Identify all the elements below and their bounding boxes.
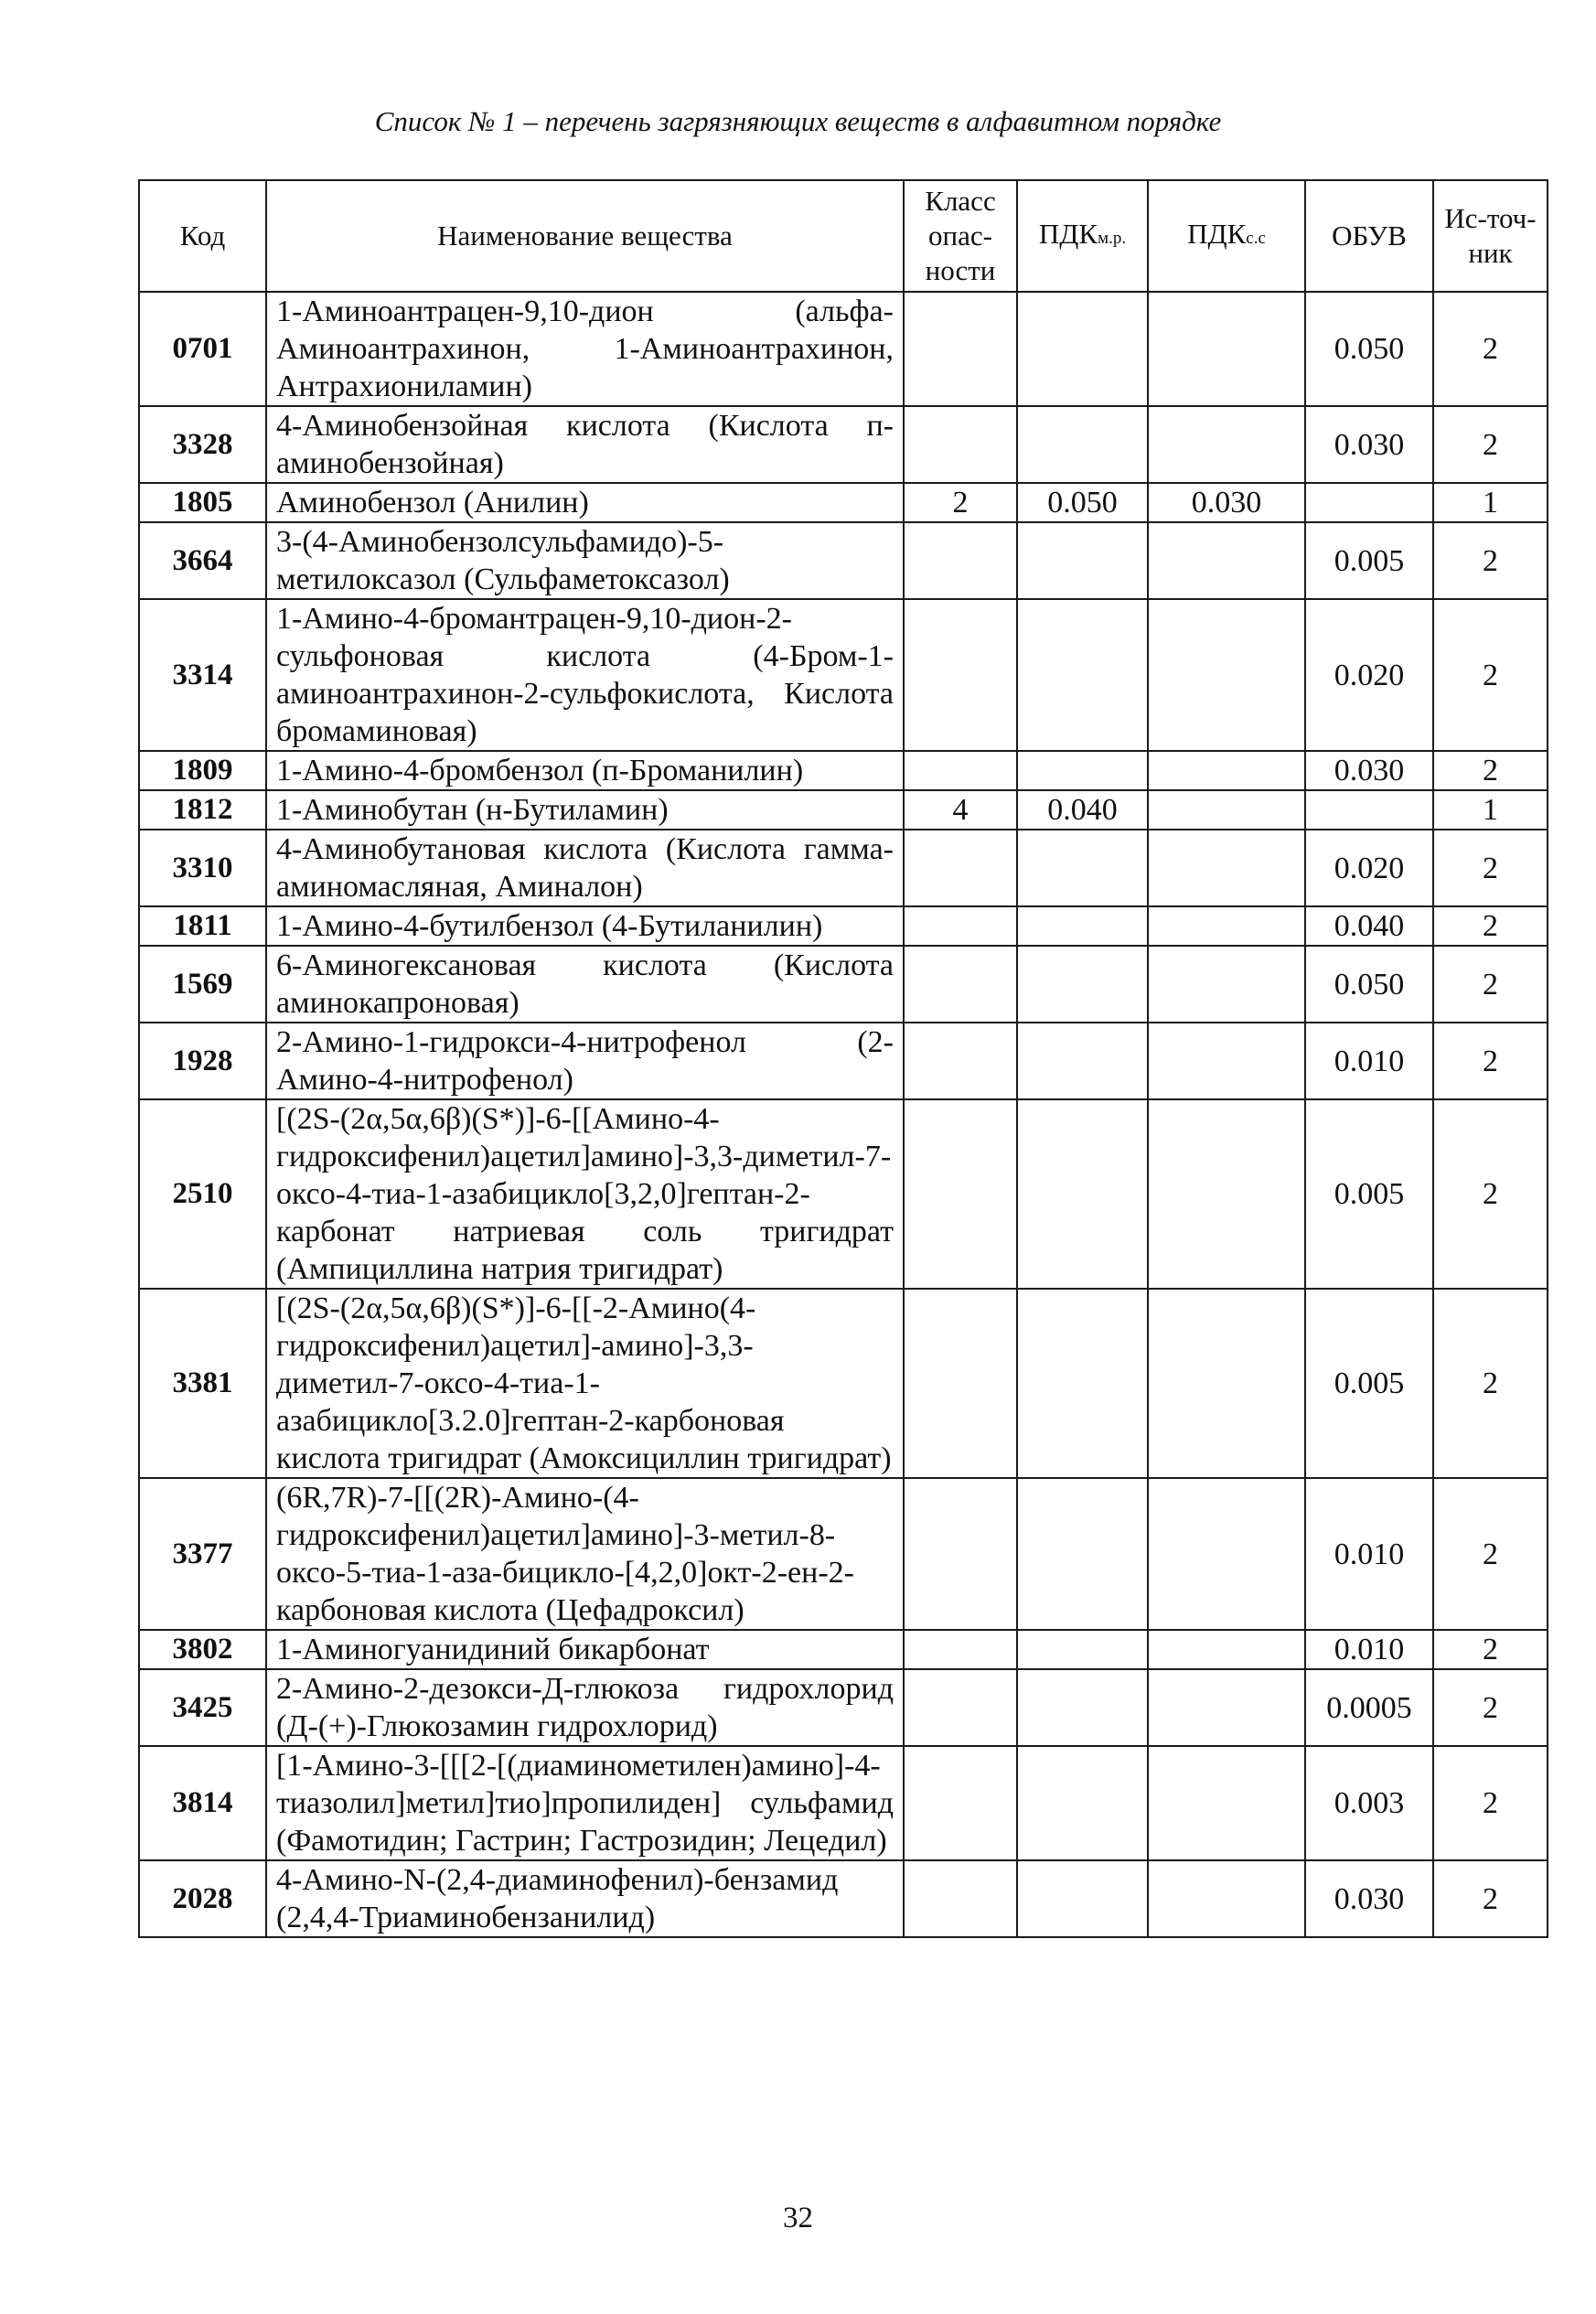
table-row [139,599,1548,751]
cell-code: 1812 [139,790,266,830]
cell-pdk-ss [1148,522,1305,599]
cell-name: 2-Амино-2-дезокси-Д-глюкоза гидрохлорид (Д-(+)-Глюкозамин гидрохлорид) [266,1669,904,1746]
cell-name: 6-Аминогексановая кислота (Кислота аминокапроновая) [266,946,904,1023]
table-row [139,1630,1548,1669]
cell-pdk-ss [1148,906,1305,946]
cell-code: 1805 [139,483,266,522]
cell-hazard-class [904,1630,1017,1669]
cell-hazard-class [904,906,1017,946]
table-row [139,790,1548,830]
cell-name: 1-Амино-4-бромбензол (п-Броманилин) [266,751,904,790]
cell-code: 0701 [139,292,266,406]
cell-source: 2 [1433,1630,1548,1669]
cell-pdk-mr [1017,1099,1148,1289]
cell-source: 2 [1433,1099,1548,1289]
cell-name: 1-Амино-4-бутилбензол (4-Бутиланилин) [266,906,904,946]
cell-pdk-ss [1148,406,1305,483]
cell-pdk-ss [1148,946,1305,1023]
cell-hazard-class [904,599,1017,751]
cell-pdk-mr [1017,1023,1148,1099]
cell-pdk-ss [1148,751,1305,790]
table-row [139,1860,1548,1937]
cell-source: 2 [1433,946,1548,1023]
cell-source: 2 [1433,599,1548,751]
page-number: 32 [783,2202,813,2234]
table-row [139,406,1548,483]
cell-code: 3425 [139,1669,266,1746]
cell-source: 2 [1433,751,1548,790]
cell-pdk-mr [1017,522,1148,599]
cell-name: [1-Амино-3-[[[2-[(диаминометилен)амино]-4-тиазолил]метил]тио]пропилиден] сульфамид (Фамотидин; Гастрин; Гастрозидин; Лецедил) [266,1746,904,1860]
cell-obuv: 0.005 [1305,1099,1433,1289]
table-row [139,522,1548,599]
cell-pdk-mr [1017,1289,1148,1478]
cell-hazard-class: 4 [904,790,1017,830]
cell-name: 3-(4-Аминобензолсульфамидо)-5-метилоксазол (Сульфаметоксазол) [266,522,904,599]
cell-source: 1 [1433,790,1548,830]
cell-hazard-class [904,1023,1017,1099]
header-source: Ис-точ-ник [1433,180,1548,292]
header-pdk-ss-label: ПДК [1187,217,1247,250]
substances-table [138,179,1548,1938]
header-pdk-mr-label: ПДК [1038,217,1098,250]
cell-source: 2 [1433,522,1548,599]
cell-code: 3314 [139,599,266,751]
cell-obuv: 0.030 [1305,751,1433,790]
page-title: Список № 1 – перечень загрязняющих веществ в алфавитном порядке [374,105,1222,137]
cell-pdk-mr [1017,1860,1148,1937]
table-row [139,1669,1548,1746]
cell-source: 2 [1433,1860,1548,1937]
cell-obuv: 0.030 [1305,1860,1433,1937]
cell-hazard-class: 2 [904,483,1017,522]
cell-obuv: 0.050 [1305,292,1433,406]
cell-pdk-ss [1148,292,1305,406]
cell-code: 2510 [139,1099,266,1289]
cell-name: Аминобензол (Анилин) [266,483,904,522]
cell-name: 1-Аминобутан (н-Бутиламин) [266,790,904,830]
cell-pdk-mr: 0.050 [1017,483,1148,522]
cell-name: [(2S-(2α,5α,6β)(S*)]-6-[[-2-Амино(4-гидроксифенил)ацетил]-амино]-3,3-диметил-7-оксо-4-тиа-1-азабицикло[3.2.0]гептан-2-карбоновая кислота тригидрат (Амоксициллин тригидрат) [266,1289,904,1478]
cell-source: 2 [1433,906,1548,946]
table-body [139,292,1548,1937]
cell-code: 3664 [139,522,266,599]
cell-pdk-ss [1148,1860,1305,1937]
cell-pdk-mr [1017,1746,1148,1860]
table-row [139,292,1548,406]
cell-pdk-ss [1148,1099,1305,1289]
table-row [139,751,1548,790]
cell-pdk-mr [1017,406,1148,483]
cell-pdk-mr [1017,906,1148,946]
cell-name: (6R,7R)-7-[[(2R)-Амино-(4-гидроксифенил)ацетил]амино]-3-метил-8-оксо-5-тиа-1-аза-бицикло-[4,2,0]окт-2-ен-2-карбоновая кислота (Цефадроксил) [266,1478,904,1630]
table-row [139,1478,1548,1630]
cell-name: 4-Аминобутановая кислота (Кислота гамма-аминомасляная, Аминалон) [266,830,904,906]
cell-obuv: 0.020 [1305,599,1433,751]
cell-code: 1809 [139,751,266,790]
cell-obuv: 0.003 [1305,1746,1433,1860]
table-row [139,830,1548,906]
header-pdk-ss-index: с.с [1246,228,1266,248]
cell-pdk-mr [1017,1478,1148,1630]
cell-hazard-class [904,1478,1017,1630]
cell-pdk-mr [1017,599,1148,751]
cell-obuv: 0.005 [1305,1289,1433,1478]
cell-code: 1569 [139,946,266,1023]
cell-obuv: 0.010 [1305,1630,1433,1669]
header-pdk-ss [1148,180,1305,292]
cell-code: 3377 [139,1478,266,1630]
header-name: Наименование вещества [266,180,904,292]
cell-hazard-class [904,1860,1017,1937]
cell-obuv: 0.030 [1305,406,1433,483]
cell-obuv: 0.050 [1305,946,1433,1023]
cell-hazard-class [904,1099,1017,1289]
cell-pdk-mr: 0.040 [1017,790,1148,830]
cell-source: 2 [1433,406,1548,483]
cell-source: 2 [1433,1669,1548,1746]
table-row [139,1099,1548,1289]
cell-source: 2 [1433,830,1548,906]
cell-name: 4-Аминобензойная кислота (Кислота п-аминобензойная) [266,406,904,483]
cell-code: 3328 [139,406,266,483]
table-header-row [139,180,1548,292]
cell-obuv: 0.005 [1305,522,1433,599]
cell-code: 1811 [139,906,266,946]
header-pdk-mr [1017,180,1148,292]
cell-code: 3802 [139,1630,266,1669]
cell-pdk-mr [1017,830,1148,906]
cell-name: 2-Амино-1-гидрокси-4-нитрофенол (2-Амино-4-нитрофенол) [266,1023,904,1099]
cell-pdk-mr [1017,292,1148,406]
cell-pdk-mr [1017,1630,1148,1669]
table-row [139,483,1548,522]
cell-name: 4-Амино-N-(2,4-диаминофенил)-бензамид (2,4,4-Триаминобензанилид) [266,1860,904,1937]
cell-source: 2 [1433,1746,1548,1860]
cell-hazard-class [904,946,1017,1023]
cell-pdk-ss [1148,1669,1305,1746]
cell-obuv: 0.010 [1305,1478,1433,1630]
cell-code: 1928 [139,1023,266,1099]
cell-obuv: 0.0005 [1305,1669,1433,1746]
cell-obuv [1305,790,1433,830]
cell-code: 3381 [139,1289,266,1478]
cell-pdk-ss [1148,1023,1305,1099]
cell-hazard-class [904,292,1017,406]
cell-name: 1-Аминогуанидиний бикарбонат [266,1630,904,1669]
cell-source: 2 [1433,1289,1548,1478]
header-obuv: ОБУВ [1305,180,1433,292]
cell-pdk-mr [1017,946,1148,1023]
cell-pdk-ss [1148,1746,1305,1860]
cell-name: 1-Амино-4-бромантрацен-9,10-дион-2-сульфоновая кислота (4-Бром-1-аминоантрахинон-2-сульфокислота, Кислота бромаминовая) [266,599,904,751]
cell-code: 3310 [139,830,266,906]
cell-hazard-class [904,1746,1017,1860]
cell-name: [(2S-(2α,5α,6β)(S*)]-6-[[Амино-4-гидроксифенил)ацетил]амино]-3,3-диметил-7-оксо-4-тиа-1-азабицикло[3,2,0]гептан-2-карбонат натриевая соль тригидрат (Ампициллина натрия тригидрат) [266,1099,904,1289]
cell-code: 3814 [139,1746,266,1860]
cell-pdk-ss: 0.030 [1148,483,1305,522]
cell-pdk-ss [1148,790,1305,830]
table-row [139,946,1548,1023]
cell-source: 2 [1433,1023,1548,1099]
table-row [139,1023,1548,1099]
cell-code: 2028 [139,1860,266,1937]
cell-obuv: 0.020 [1305,830,1433,906]
cell-hazard-class [904,522,1017,599]
cell-pdk-mr [1017,1669,1148,1746]
header-pdk-mr-index: м.р. [1098,228,1127,248]
cell-hazard-class [904,751,1017,790]
cell-name: 1-Аминоантрацен-9,10-дион (альфа-Аминоантрахинон, 1-Аминоантрахинон, Антрахиониламин) [266,292,904,406]
cell-pdk-ss [1148,1289,1305,1478]
table-row [139,1746,1548,1860]
cell-pdk-ss [1148,599,1305,751]
cell-pdk-mr [1017,751,1148,790]
cell-obuv: 0.040 [1305,906,1433,946]
cell-hazard-class [904,830,1017,906]
header-code: Код [139,180,266,292]
cell-source: 2 [1433,292,1548,406]
cell-pdk-ss [1148,830,1305,906]
table-row [139,906,1548,946]
cell-source: 1 [1433,483,1548,522]
cell-obuv [1305,483,1433,522]
cell-hazard-class [904,1289,1017,1478]
cell-source: 2 [1433,1478,1548,1630]
cell-pdk-ss [1148,1630,1305,1669]
table-row [139,1289,1548,1478]
header-hazard-class [904,180,1017,292]
cell-hazard-class [904,1669,1017,1746]
header-hazard-class-label: Класс опас-ности [925,185,996,286]
cell-pdk-ss [1148,1478,1305,1630]
cell-hazard-class [904,406,1017,483]
cell-obuv: 0.010 [1305,1023,1433,1099]
